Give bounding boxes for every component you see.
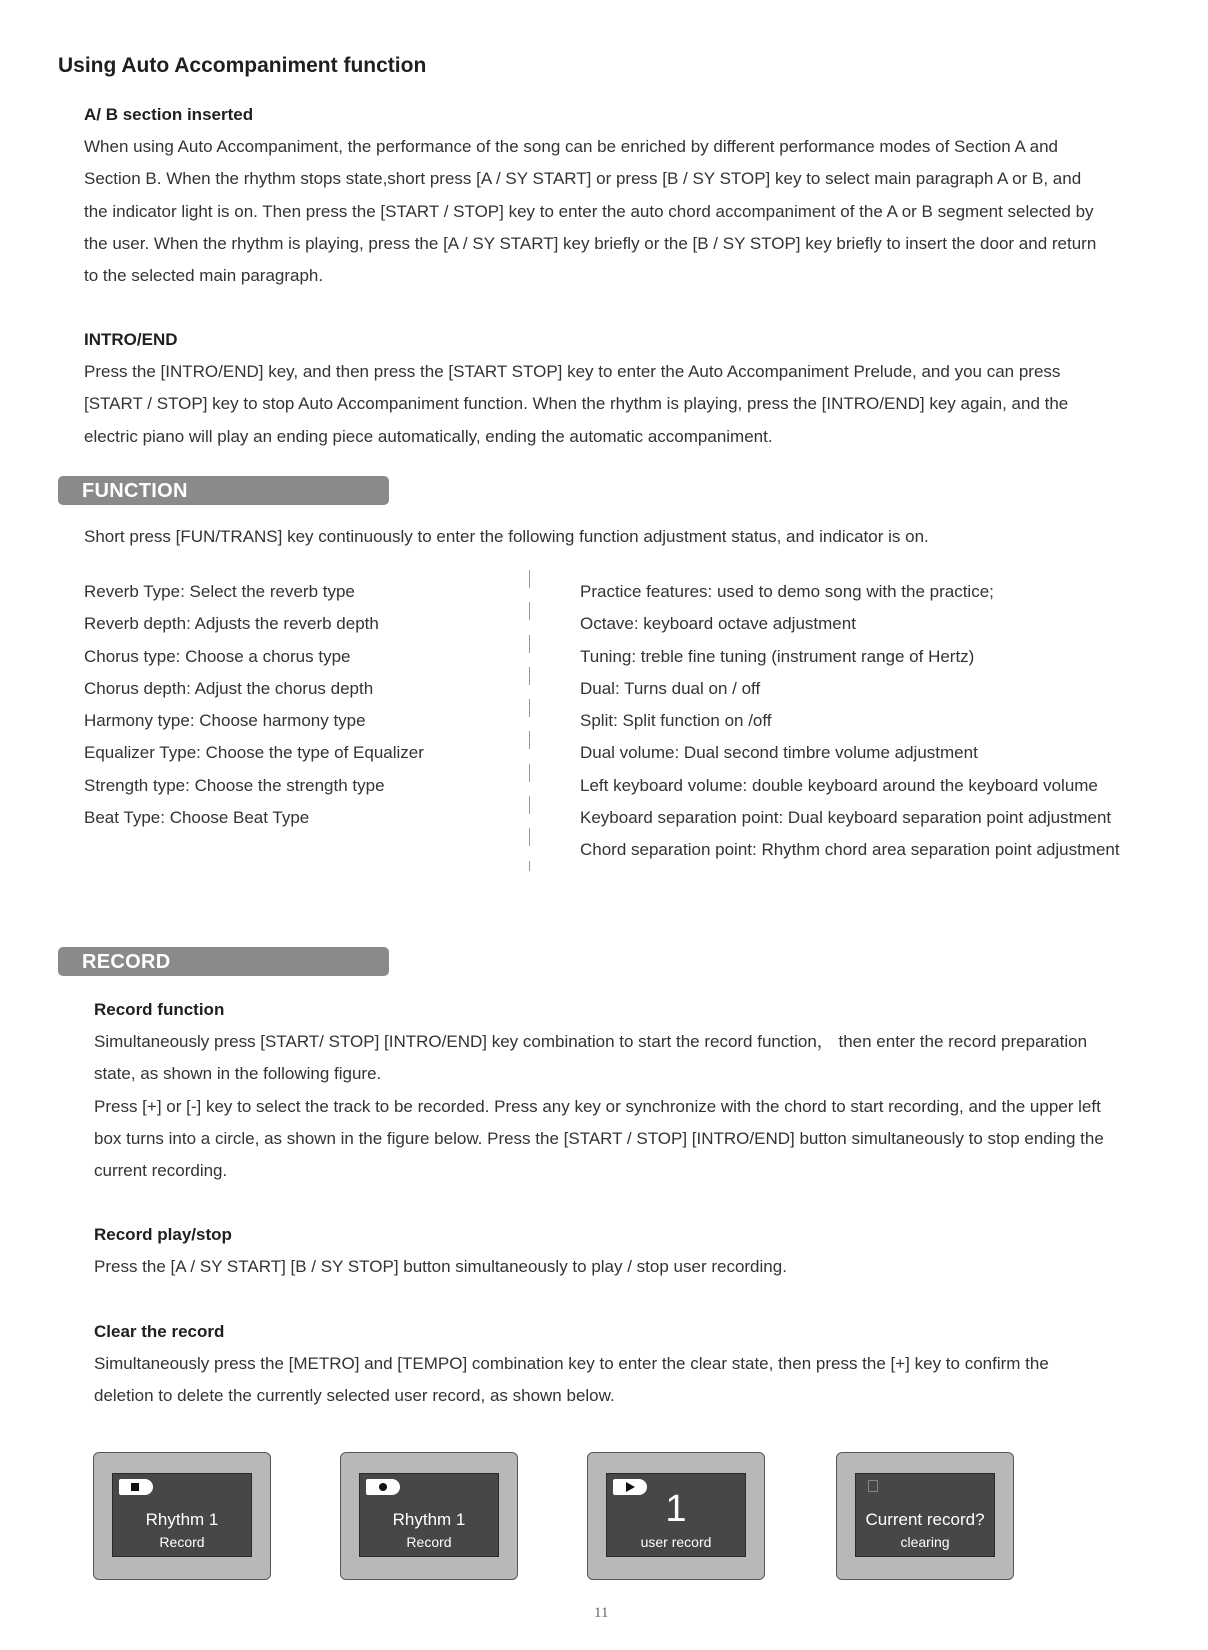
record-play-body: Press the [A / SY START] [B / SY STOP] button simultaneously to play / stop user recording.	[94, 1257, 787, 1276]
column-divider	[529, 570, 531, 890]
display-panel-clear	[836, 1452, 1014, 1580]
function-left-list	[84, 576, 424, 834]
lcd-track-number: 1	[665, 1488, 687, 1530]
paragraph-line: Section B. When the rhythm stops state,short press [A / SY START] or press [B / SY STOP] key to select main paragraph A or B, and	[84, 169, 1082, 189]
list-item: Harmony type: Choose harmony type	[84, 711, 366, 731]
paragraph-line: to the selected main paragraph.	[84, 266, 324, 286]
record-banner: RECORD	[58, 947, 389, 976]
record-dot-icon	[366, 1479, 400, 1495]
record-function-heading: Record function	[94, 1000, 225, 1019]
lcd-screen	[112, 1473, 252, 1557]
list-item: Practice features: used to demo song with the practice;	[580, 582, 994, 601]
list-item: Chorus depth: Adjust the chorus depth	[84, 678, 374, 698]
lcd-line2: clearing	[900, 1534, 950, 1550]
list-item: Keyboard separation point: Dual keyboard separation point adjustment	[580, 808, 1112, 828]
lcd-screen	[855, 1473, 995, 1557]
function-right-list	[580, 576, 1120, 867]
paragraph-line: box turns into a circle, as shown in the figure below. Press the [START / STOP] [INTRO/END] button simultaneously to stop ending the	[94, 1128, 1104, 1148]
lcd-line2: user record	[640, 1534, 712, 1550]
record-function-body	[94, 1026, 1104, 1187]
list-item: Split: Split function on /off	[580, 711, 772, 731]
paragraph-line: state, as shown in the following figure.	[94, 1064, 382, 1084]
ab-section-heading: A/ B section inserted	[84, 105, 254, 124]
intro-end-body	[84, 356, 1068, 453]
list-item: Octave: keyboard octave adjustment	[580, 614, 856, 634]
stop-square-icon	[119, 1479, 153, 1495]
list-item: Dual: Turns dual on / off	[580, 678, 761, 698]
paragraph-line: [START / STOP] key to stop Auto Accompaniment function. When the rhythm is playing, press the [INTRO/END] key again, and the	[84, 394, 1069, 414]
list-item: Dual volume: Dual second timbre volume adjustment	[580, 743, 978, 763]
list-item: Reverb Type: Select the reverb type	[84, 582, 355, 601]
lcd-screen	[606, 1473, 746, 1557]
paragraph-line: When using Auto Accompaniment, the performance of the song can be enriched by different performance modes of Section A and	[84, 137, 1059, 156]
display-panel-record-ready	[93, 1452, 271, 1580]
paragraph-line: Simultaneously press [START/ STOP] [INTRO/END] key combination to start the record function， then enter the record preparation	[94, 1032, 1088, 1051]
paragraph-line: Simultaneously press the [METRO] and [TEMPO] combination key to enter the clear state, then press the [+] key to confirm the	[94, 1354, 1049, 1373]
list-item: Chorus type: Choose a chorus type	[84, 646, 351, 666]
paragraph-line: the indicator light is on. Then press the [START / STOP] key to enter the auto chord accompaniment of the A or B segment selected by	[84, 201, 1094, 221]
list-item: Tuning: treble fine tuning (instrument range of Hertz)	[580, 646, 975, 666]
paragraph-line: Press the [INTRO/END] key, and then press the [START STOP] key to enter the Auto Accompaniment Prelude, and you can press	[84, 362, 1061, 381]
list-item: Chord separation point: Rhythm chord area separation point adjustment	[580, 840, 1120, 860]
lcd-line1: Rhythm 1	[145, 1510, 219, 1529]
trash-icon	[868, 1480, 878, 1492]
paragraph-line: Press [+] or [-] key to select the track to be recorded. Press any key or synchronize with the chord to start recording, and the upper left	[94, 1096, 1101, 1116]
clear-record-body	[94, 1348, 1049, 1413]
lcd-line1: Rhythm 1	[392, 1510, 466, 1529]
paragraph-line: the user. When the rhythm is playing, press the [A / SY START] key briefly or the [B / SY STOP] key briefly to insert the door and return	[84, 233, 1097, 253]
clear-record-heading: Clear the record	[94, 1322, 225, 1341]
display-panel-playback	[587, 1452, 765, 1580]
list-item: Strength type: Choose the strength type	[84, 775, 385, 795]
ab-section-body	[84, 131, 1096, 292]
paragraph-line: deletion to delete the currently selected user record, as shown below.	[94, 1386, 615, 1406]
paragraph-line: current recording.	[94, 1161, 228, 1181]
function-intro: Short press [FUN/TRANS] key continuously to enter the following function adjustment status, and indicator is on.	[84, 527, 929, 546]
paragraph-line: electric piano will play an ending piece automatically, ending the automatic accompaniment.	[84, 426, 773, 446]
lcd-line1: Current record?	[865, 1510, 985, 1529]
lcd-screen	[359, 1473, 499, 1557]
lcd-line2: Record	[406, 1534, 452, 1550]
list-item: Beat Type: Choose Beat Type	[84, 808, 310, 828]
function-banner: FUNCTION	[58, 476, 389, 505]
page-title: Using Auto Accompaniment function	[58, 54, 427, 77]
list-item: Left keyboard volume: double keyboard around the keyboard volume	[580, 775, 1098, 795]
display-panel-recording	[340, 1452, 518, 1580]
record-play-heading: Record play/stop	[94, 1225, 232, 1244]
lcd-line2: Record	[159, 1534, 205, 1550]
list-item: Reverb depth: Adjusts the reverb depth	[84, 614, 379, 634]
list-item: Equalizer Type: Choose the type of Equalizer	[84, 743, 424, 763]
intro-end-heading: INTRO/END	[84, 330, 178, 349]
page-number: 11	[594, 1605, 609, 1621]
